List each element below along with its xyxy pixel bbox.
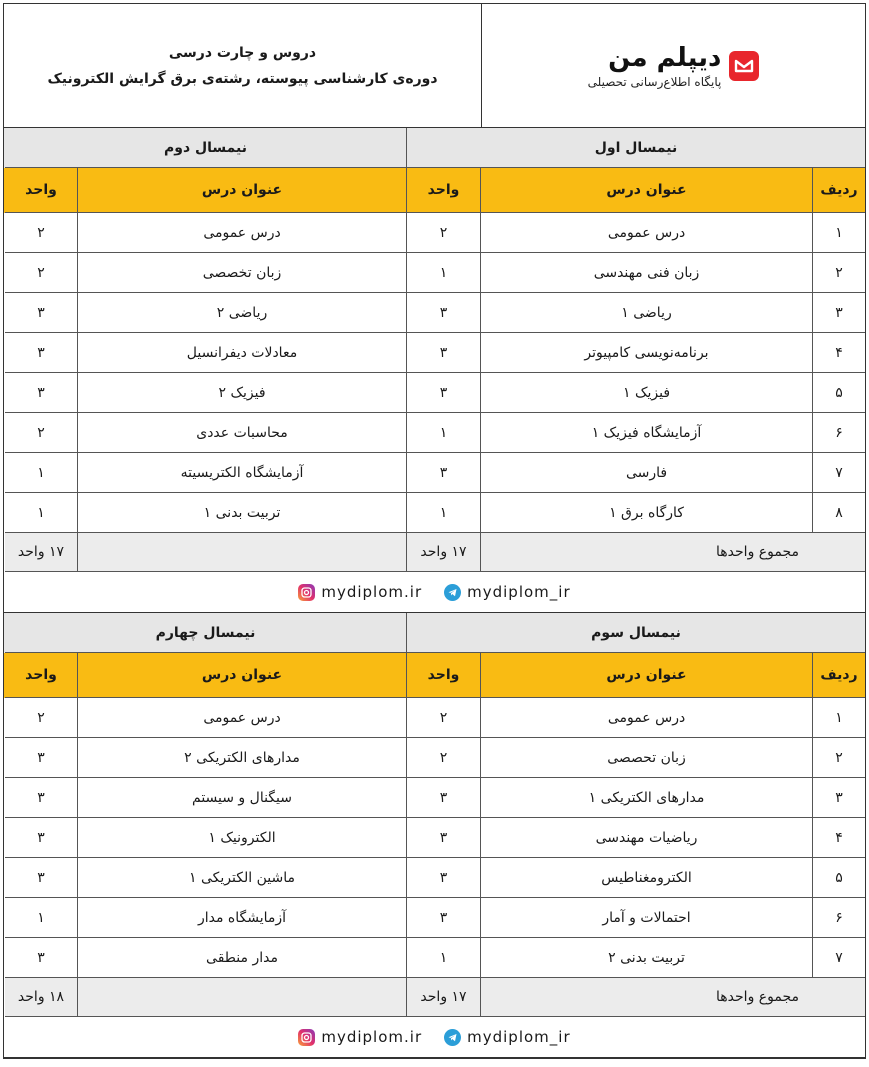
semester-header-row: [4, 128, 865, 168]
row-index: ۱: [812, 698, 865, 738]
column-header-row: [4, 653, 865, 698]
course-title: معادلات دیفرانسیل: [77, 333, 406, 373]
total-units: ۱۷ واحد: [406, 978, 480, 1017]
course-units: ۳: [5, 373, 77, 413]
table-row: [4, 453, 865, 493]
course-units: ۳: [406, 858, 480, 898]
title-area: [4, 4, 481, 127]
course-units: ۳: [406, 453, 480, 493]
table-row: [4, 738, 865, 778]
course-title: درس عمومی: [77, 213, 406, 253]
course-title: مدارهای الکتریکی ۲: [77, 738, 406, 778]
course-title: محاسبات عددی: [77, 413, 406, 453]
course-title: تربیت بدنی ۱: [77, 493, 406, 533]
semester-header-row: [4, 613, 865, 653]
course-units: ۲: [5, 253, 77, 293]
instagram-handle: mydiplom.ir: [321, 583, 423, 601]
social-links: [4, 1017, 865, 1058]
course-title: الکترومغناطیس: [480, 858, 812, 898]
row-index: ۲: [812, 738, 865, 778]
course-title: درس عمومی: [480, 213, 812, 253]
course-units: ۳: [5, 293, 77, 333]
table-row: [4, 698, 865, 738]
semester-name: نیمسال چهارم: [5, 613, 406, 653]
course-units: ۳: [5, 778, 77, 818]
telegram-handle: mydiplom_ir: [467, 583, 571, 601]
telegram-icon: [444, 584, 461, 601]
table-row: [4, 778, 865, 818]
course-units: ۳: [406, 778, 480, 818]
semester-name: نیمسال اول: [406, 128, 865, 168]
course-units: ۱: [5, 453, 77, 493]
curriculum-sheet: [3, 3, 866, 1059]
course-units: ۳: [406, 898, 480, 938]
logo-name: دیپلم من: [608, 42, 722, 73]
row-index: ۴: [812, 818, 865, 858]
instagram-link[interactable]: [298, 1028, 422, 1046]
column-header-units: واحد: [5, 653, 77, 698]
document-title: دروس و چارت درسی: [168, 44, 317, 61]
semester-name: نیمسال سوم: [406, 613, 865, 653]
course-title: ماشین الکتریکی ۱: [77, 858, 406, 898]
table-row: [4, 213, 865, 253]
course-title: درس عمومی: [480, 698, 812, 738]
course-units: ۲: [5, 213, 77, 253]
course-units: ۳: [5, 818, 77, 858]
course-title: فیزیک ۲: [77, 373, 406, 413]
course-title: احتمالات و آمار: [480, 898, 812, 938]
total-units: ۱۷ واحد: [5, 533, 77, 572]
total-empty: [77, 978, 406, 1017]
column-header-title: عنوان درس: [480, 168, 812, 213]
course-units: ۳: [406, 333, 480, 373]
course-units: ۳: [5, 333, 77, 373]
table-row: [4, 898, 865, 938]
logo-mark-icon: [729, 51, 759, 81]
course-units: ۱: [406, 413, 480, 453]
course-units: ۳: [406, 373, 480, 413]
telegram-link[interactable]: [444, 1028, 571, 1046]
column-header-title: عنوان درس: [480, 653, 812, 698]
course-rows: [4, 213, 865, 533]
course-units: ۱: [5, 493, 77, 533]
row-index: ۵: [812, 373, 865, 413]
course-units: ۲: [406, 698, 480, 738]
course-title: ریاضی ۲: [77, 293, 406, 333]
course-units: ۲: [406, 213, 480, 253]
logo-area: [481, 4, 865, 127]
course-units: ۲: [406, 738, 480, 778]
column-header-row: [4, 168, 865, 213]
course-units: ۳: [406, 293, 480, 333]
table-row: [4, 858, 865, 898]
course-units: ۱: [406, 938, 480, 978]
total-label: مجموع واحدها: [480, 978, 865, 1017]
row-index: ۴: [812, 333, 865, 373]
row-index: ۲: [812, 253, 865, 293]
table-row: [4, 253, 865, 293]
instagram-icon: [298, 584, 315, 601]
course-rows: [4, 698, 865, 978]
row-index: ۶: [812, 413, 865, 453]
column-header-title: عنوان درس: [77, 168, 406, 213]
document-subtitle: دوره‌ی کارشناسی پیوسته، رشته‌ی برق گرایش الکترونیک: [47, 70, 438, 87]
table-row: [4, 413, 865, 453]
course-title: زبان فنی مهندسی: [480, 253, 812, 293]
row-index: ۶: [812, 898, 865, 938]
course-title: زبان تحصصی: [480, 738, 812, 778]
total-row: [4, 978, 865, 1017]
course-title: ریاضیات مهندسی: [480, 818, 812, 858]
course-units: ۳: [5, 738, 77, 778]
course-units: ۳: [406, 818, 480, 858]
column-header-index: ردیف: [812, 653, 865, 698]
column-header-index: ردیف: [812, 168, 865, 213]
course-title: مدارهای الکتریکی ۱: [480, 778, 812, 818]
course-title: فیزیک ۱: [480, 373, 812, 413]
table-row: [4, 938, 865, 978]
semester-name: نیمسال دوم: [5, 128, 406, 168]
row-index: ۷: [812, 938, 865, 978]
table-row: [4, 493, 865, 533]
logo: [588, 43, 760, 89]
total-label: مجموع واحدها: [480, 533, 865, 572]
course-title: آزمایشگاه الکتریسیته: [77, 453, 406, 493]
logo-text: [588, 43, 722, 89]
row-index: ۳: [812, 293, 865, 333]
course-units: ۳: [5, 858, 77, 898]
social-links: [4, 572, 865, 613]
total-units: ۱۷ واحد: [406, 533, 480, 572]
table-row: [4, 293, 865, 333]
table-row: [4, 818, 865, 858]
course-title: مدار منطقی: [77, 938, 406, 978]
course-title: الکترونیک ۱: [77, 818, 406, 858]
course-units: ۱: [406, 253, 480, 293]
course-units: ۱: [5, 898, 77, 938]
course-title: ریاضی ۱: [480, 293, 812, 333]
course-title: آزمایشگاه مدار: [77, 898, 406, 938]
instagram-link[interactable]: [298, 583, 422, 601]
telegram-link[interactable]: [444, 583, 571, 601]
row-index: ۸: [812, 493, 865, 533]
course-title: سیگنال و سیستم: [77, 778, 406, 818]
course-title: کارگاه برق ۱: [480, 493, 812, 533]
telegram-handle: mydiplom_ir: [467, 1028, 571, 1046]
course-title: آزمایشگاه فیزیک ۱: [480, 413, 812, 453]
column-header-units: واحد: [406, 653, 480, 698]
document-header: [4, 4, 865, 128]
total-units: ۱۸ واحد: [5, 978, 77, 1017]
row-index: ۷: [812, 453, 865, 493]
row-index: ۱: [812, 213, 865, 253]
course-title: فارسی: [480, 453, 812, 493]
table-row: [4, 333, 865, 373]
course-units: ۲: [5, 698, 77, 738]
course-units: ۱: [406, 493, 480, 533]
total-row: [4, 533, 865, 572]
row-index: ۵: [812, 858, 865, 898]
column-header-title: عنوان درس: [77, 653, 406, 698]
instagram-icon: [298, 1029, 315, 1046]
column-header-units: واحد: [406, 168, 480, 213]
row-index: ۳: [812, 778, 865, 818]
course-title: تربیت بدنی ۲: [480, 938, 812, 978]
logo-tagline: پایگاه اطلاع‌رسانی تحصیلی: [587, 74, 722, 89]
instagram-handle: mydiplom.ir: [321, 1028, 423, 1046]
telegram-icon: [444, 1029, 461, 1046]
course-title: درس عمومی: [77, 698, 406, 738]
course-units: ۲: [5, 413, 77, 453]
column-header-units: واحد: [5, 168, 77, 213]
course-title: برنامه‌نویسی کامپیوتر: [480, 333, 812, 373]
course-units: ۳: [5, 938, 77, 978]
course-title: زبان تخصصی: [77, 253, 406, 293]
total-empty: [77, 533, 406, 572]
table-row: [4, 373, 865, 413]
